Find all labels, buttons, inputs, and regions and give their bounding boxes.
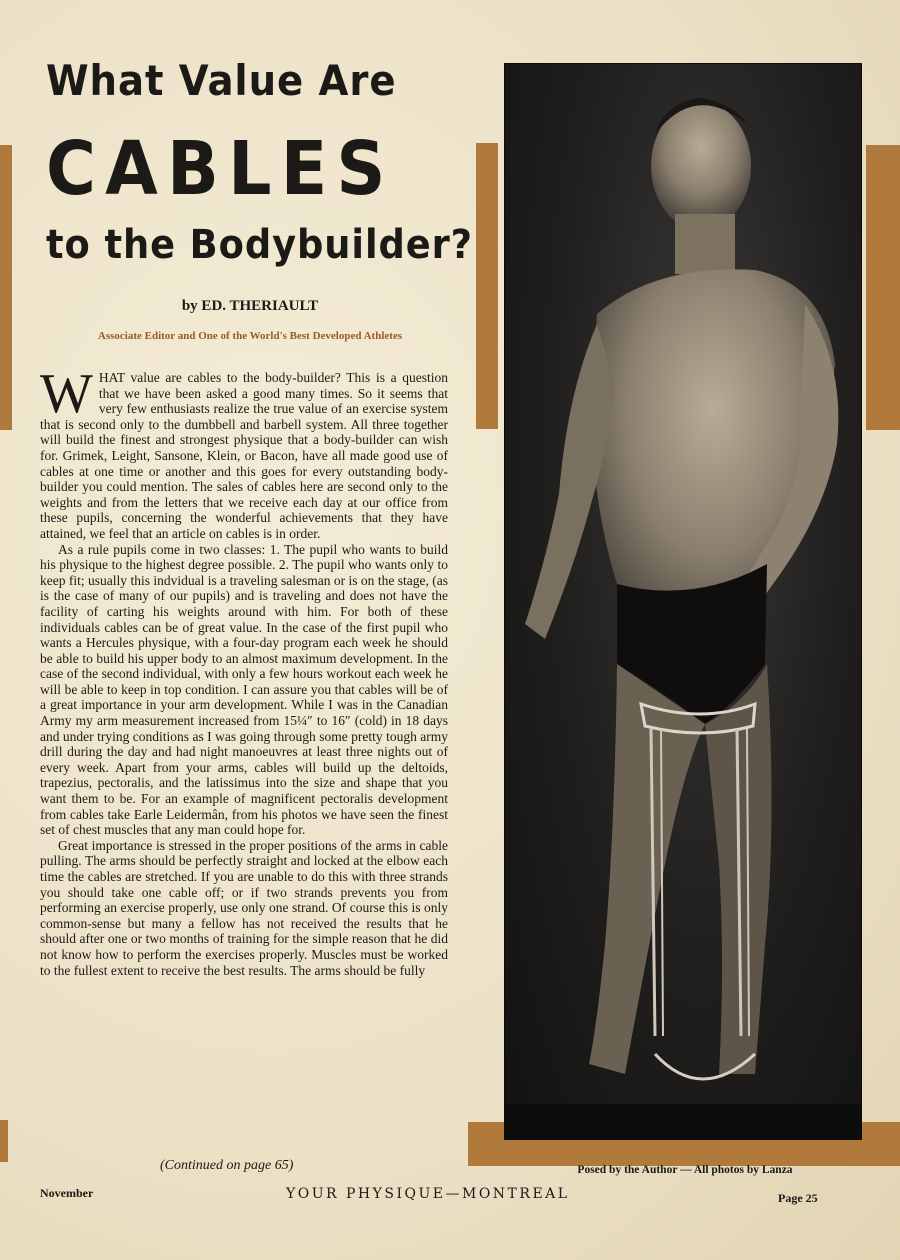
title-cables: CABLES	[46, 126, 395, 212]
bottom-left-tab	[0, 1120, 8, 1162]
right-edge-tab	[866, 145, 900, 430]
article-paragraph-3: Great importance is stressed in the proper positions of the arms in cable pulling. The arms should be perfectly straight and locked at the elbow each time the cables are stretched. If you are unable to do this with three strands you should take one cable off; or if two strands prevents you from performing an exercise properly, use only one strand. Of course this is only common-sense but many a fellow has not received the results that he should after one or two months of training for the simple reason that he did not know how to perform the exercises properly. Muscles must be worked to the fullest extent to receive the best results. The arms should be fully	[40, 837, 448, 978]
title-line-3: to the Bodybuilder?	[46, 222, 473, 268]
bodybuilder-photo	[504, 63, 862, 1140]
footer-publication: YOUR PHYSIQUE—MONTREAL	[286, 1186, 570, 1202]
article-paragraph-1	[40, 370, 448, 542]
footer-month: November	[40, 1186, 94, 1200]
left-edge-tab	[0, 145, 12, 430]
bodybuilder-figure-image	[505, 64, 861, 1139]
article-paragraph-2: As a rule pupils come in two classes: 1. The pupil who wants to build his physique to the highest degree possible. 2. The pupil who wants only to keep fit; usually this indvidual is a traveling salesman or is on the stage, (as is the case of many of our pupils) and is traveling and does not have the facility of carting his weights around with him. For both of these individuals cables can be of great value. In the case of the first pupil who wants a Hercules physique, with a four-day program each week he should be able to build his upper body to an almost maximum development. In the case of the second individual, with only a few hours workout each week he will be able to keep in top condition. I can assure you that cables will be of a great importance in your arm development. While I was in the Canadian Army my arm measurement increased from 15¼″ to 16″ (cold) in 18 days and under trying conditions as I was going through some pretty tough army drill during the day and had night manoeuvres at least three nights out of every week. Apart from your arms, cables will build up the deltoids, trapezius, pectoralis, and the latissimus into the size and shape that you want them to be. For an example of magnificent pectoralis development from cables take Earle Leidermân, from his photos we have seen the finest set of chest muscles that any man could hope for.	[40, 541, 448, 838]
article-body	[40, 370, 448, 1158]
gutter-tab	[476, 143, 498, 429]
author-byline: by ED. THERIAULT	[181, 298, 319, 314]
footer-page-number: Page 25	[778, 1191, 818, 1205]
drop-cap: W	[40, 370, 93, 425]
author-description: Associate Editor and One of the World's Best Developed Athletes	[97, 330, 403, 342]
paragraph-1-text: HAT value are cables to the body-builder? This is a question that we have been asked a good many times. So it seems that very few enthusiasts realize the true value of an exercise system that is second only to the dumbbell and barbell system. All three together will build the finest and strongest physique that a body-builder can wish for. Grimek, Leight, Sansone, Klein, or Bacon, have all made good use of cables at one time or another and this goes for every outstanding body-builder you could mention. The sales of cables here are second only to the weights and from the letters that we receive each day at our office from these pupils, concerning the wonderful achievements that they have attained, we feel that an article on cables is in order.	[40, 370, 448, 541]
continued-note: (Continued on page 65)	[160, 1158, 294, 1173]
photo-caption: Posed by the Author — All photos by Lanza	[577, 1164, 793, 1176]
title-line-1: What Value Are	[46, 56, 397, 105]
